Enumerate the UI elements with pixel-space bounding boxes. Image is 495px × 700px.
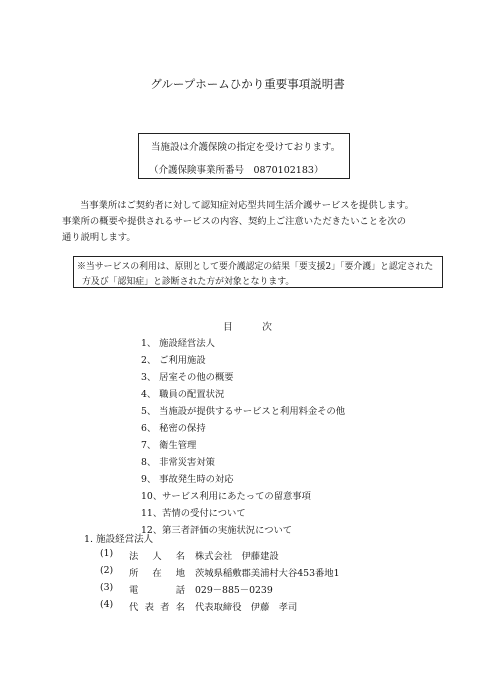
toc-item: 5、 当施設が提供するサービスと利用料金その他 xyxy=(141,406,346,417)
toc-item: 4、 職員の配置状況 xyxy=(141,389,225,400)
intro-line-2: 事業所の概要や提供されるサービスの内容、契約上ご注意いただきたいことを次の xyxy=(62,216,406,227)
eligibility-line-2: 方及び「認知症」と診断された方が対象となります。 xyxy=(82,277,295,287)
row-number: (1) xyxy=(100,548,114,559)
toc-item: 9、 事故発生時の対応 xyxy=(141,474,234,485)
toc-item: 3、 居室その他の概要 xyxy=(141,372,234,383)
row-value: 株式会社 伊藤建設 xyxy=(195,551,279,562)
label-char: 者 xyxy=(160,602,170,613)
section-title: 1. 施設経営法人 xyxy=(84,534,154,545)
eligibility-box xyxy=(73,256,443,288)
label-char: 代 xyxy=(129,602,139,613)
row-label xyxy=(129,565,185,579)
toc-item: 2、 ご利用施設 xyxy=(141,355,206,366)
label-char: 在 xyxy=(152,568,162,579)
toc-item: 6、 秘密の保持 xyxy=(141,423,206,434)
row-number: (2) xyxy=(100,565,114,576)
toc-item: 1、 施設経営法人 xyxy=(141,338,215,349)
toc-item: 10、サービス利用にあたっての留意事項 xyxy=(141,491,311,502)
document-title: グループホームひかり重要事項説明書 xyxy=(150,77,345,91)
toc-item: 7、 衛生管理 xyxy=(141,440,197,451)
row-number: (3) xyxy=(100,582,114,593)
label-char: 名 xyxy=(175,602,185,613)
label-char: 地 xyxy=(175,568,185,579)
label-char: 法 xyxy=(129,551,139,562)
toc-item: 11、苦情の受付について xyxy=(141,508,246,519)
label-char: 話 xyxy=(175,585,185,596)
label-char: 人 xyxy=(152,551,162,562)
label-char: 名 xyxy=(175,551,185,562)
notice-line-1: 当施設は介護保険の指定を受けております。 xyxy=(151,142,341,153)
row-label xyxy=(129,599,185,613)
label-char: 表 xyxy=(144,602,154,613)
toc-item: 8、 非常災害対策 xyxy=(141,457,215,468)
notice-box xyxy=(138,133,350,179)
intro-line-3: 通り説明します。 xyxy=(62,232,136,243)
label-char: 所 xyxy=(129,568,139,579)
toc-title: 目 次 xyxy=(223,322,272,333)
row-value: 茨城県稲敷郡美浦村大谷453番地1 xyxy=(195,568,340,579)
row-value: 代表取締役 伊藤 孝司 xyxy=(195,602,298,613)
row-number: (4) xyxy=(100,599,114,610)
intro-line-1: 当事業所はご契約者に対して認知症対応型共同生活介護サービスを提供します。 xyxy=(80,200,414,211)
toc-item: 12、第三者評価の実施状況について xyxy=(141,525,293,536)
row-label xyxy=(129,582,185,596)
eligibility-line-1: ※当サービスの利用は、原則として要介護認定の結果「要支援2」「要介護」と認定された xyxy=(77,262,434,272)
row-value: 029－885－0239 xyxy=(195,585,273,596)
label-char: 電 xyxy=(129,585,139,596)
notice-line-2: （介護保険事業所番号 0870102183） xyxy=(149,165,324,176)
row-label xyxy=(129,548,185,562)
